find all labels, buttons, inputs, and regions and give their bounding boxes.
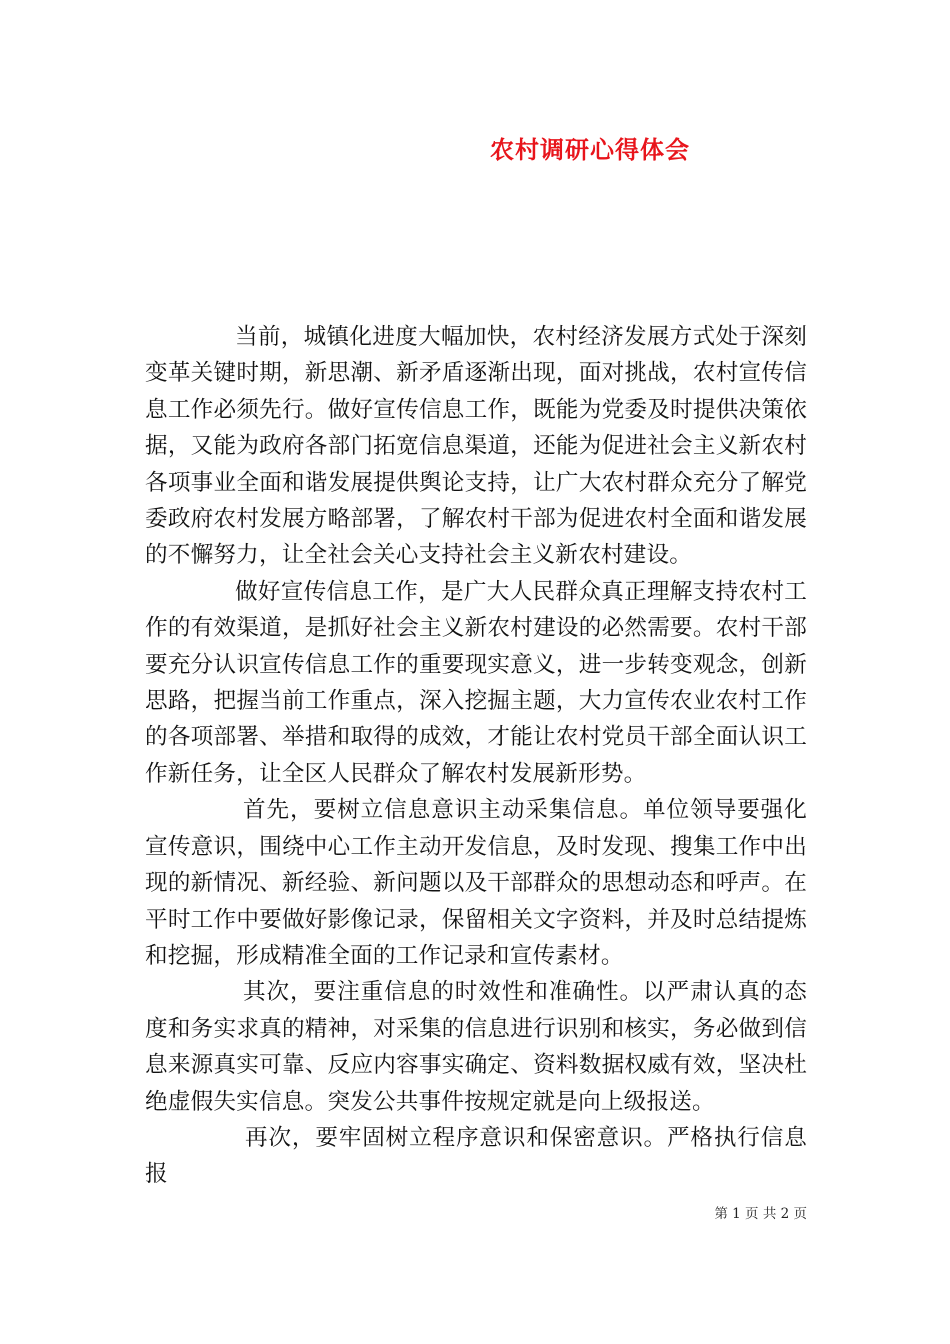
document-title: 农村调研心得体会	[490, 136, 690, 164]
page-number-footer	[714, 1205, 807, 1223]
paragraph: 首先，要树立信息意识主动采集信息。单位领导要强化宣传意识，围绕中心工作主动开发信息，及时发现、搜集工作中出现的新情况、新经验、新问题以及干部群众的思想动态和呼声。在平时工作中要做好影像记录，保留相关文字资料，并及时总结提炼和挖掘，形成精准全面的工作记录和宣传素材。	[145, 797, 807, 969]
page-number-label: 第 1 页 共 2 页	[714, 1206, 807, 1222]
document-body	[145, 319, 807, 1193]
paragraph: 做好宣传信息工作，是广大人民群众真正理解支持农村工作的有效渠道，是抓好社会主义新农村建设的必然需要。农村干部要充分认识宣传信息工作的重要现实意义，进一步转变观念，创新思路，把握当前工作重点，深入挖掘主题，大力宣传农业农村工作的各项部署、举措和取得的成效，才能让农村党员干部全面认识工作新任务，让全区人民群众了解农村发展新形势。	[145, 578, 807, 787]
paragraph: 当前，城镇化进度大幅加快，农村经济发展方式处于深刻变革关键时期，新思潮、新矛盾逐渐出现，面对挑战，农村宣传信息工作必须先行。做好宣传信息工作，既能为党委及时提供决策依据，又能为政府各部门拓宽信息渠道，还能为促进社会主义新农村各项事业全面和谐发展提供舆论支持，让广大农村群众充分了解党委政府农村发展方略部署，了解农村干部为促进农村全面和谐发展的不懈努力，让全社会关心支持社会主义新农村建设。	[145, 324, 807, 569]
paragraph: 再次，要牢固树立程序意识和保密意识。严格执行信息报	[145, 1124, 807, 1188]
paragraph: 其次，要注重信息的时效性和准确性。以严肃认真的态度和务实求真的精神，对采集的信息进行识别和核实，务必做到信息来源真实可靠、反应内容事实确定、资料数据权威有效，坚决杜绝虚假失实信息。突发公共事件按规定就是向上级报送。	[145, 979, 807, 1115]
